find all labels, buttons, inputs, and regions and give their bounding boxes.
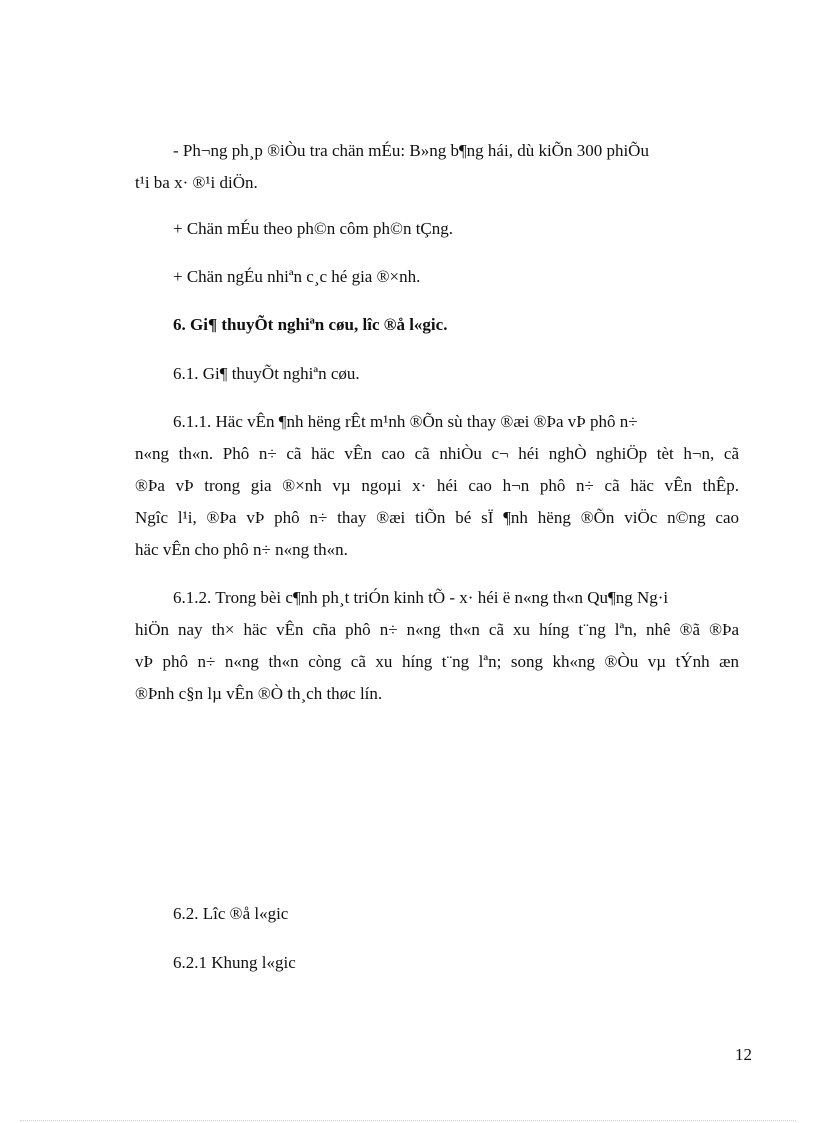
hypothesis-611-line-3: ®Þa vÞ trong gia ®×nh vµ ngoµi x· héi cao h¬n phô n÷ cã häc vÊn thÊp. <box>135 476 739 495</box>
hypothesis-611-line-1: 6.1.1. Häc vÊn ¶nh hëng rÊt m¹nh ®Õn sù thay ®æi ®Þa vÞ phô n÷ <box>173 412 638 431</box>
page-bottom-divider <box>20 1120 796 1121</box>
hypothesis-611-line-2: n«ng th«n. Phô n÷ cã häc vÊn cao cã nhiÒu c¬ héi nghÒ nghiÖp tèt h¬n, cã <box>135 444 739 463</box>
section-heading-6: 6. Gi¶ thuyÕt nghiªn cøu, lîc ®å l«gic. <box>173 315 448 334</box>
hypothesis-612-line-4: ®Þnh c§n lµ vÊn ®Ò th¸ch thøc lín. <box>135 684 383 703</box>
hypothesis-612-line-2: hiÖn nay th× häc vÊn cña phô n÷ n«ng th«n cã xu híng t¨ng lªn, nhê ®ã ®Þa <box>135 620 739 639</box>
hypothesis-612-line-3: vÞ phô n÷ n«ng th«n còng cã xu híng t¨ng lªn; song kh«ng ®Òu vµ tÝnh æn <box>135 652 739 671</box>
sampling-stratified: + Chän mÉu theo ph©n côm ph©n tÇng. <box>173 219 454 238</box>
hypothesis-611-line-4: Ngîc l¹i, ®Þa vÞ phô n÷ thay ®æi tiÕn bé sÏ ¶nh hëng ®Õn viÖc n©ng cao <box>135 508 739 527</box>
sampling-random: + Chän ngÉu nhiªn c¸c hé gia ®×nh. <box>173 267 421 286</box>
page-number: 12 <box>735 1045 752 1064</box>
section-heading-6-2-1: 6.2.1 Khung l«gic <box>173 953 296 972</box>
section-heading-6-2: 6.2. Lîc ®å l«gic <box>173 904 289 923</box>
hypothesis-612-line-1: 6.1.2. Trong bèi c¶nh ph¸t triÓn kinh tÕ - x· héi ë n«ng th«n Qu¶ng Ng·i <box>173 588 669 607</box>
section-heading-6-1: 6.1. Gi¶ thuyÕt nghiªn cøu. <box>173 364 360 383</box>
hypothesis-611-line-5: häc vÊn cho phô n÷ n«ng th«n. <box>135 540 348 559</box>
method-line-2: t¹i ba x· ®¹i diÖn. <box>135 173 258 192</box>
method-line-1: - Ph¬ng ph¸p ®iÒu tra chän mÉu: B»ng b¶ng hái, dù kiÕn 300 phiÕu <box>173 141 649 160</box>
